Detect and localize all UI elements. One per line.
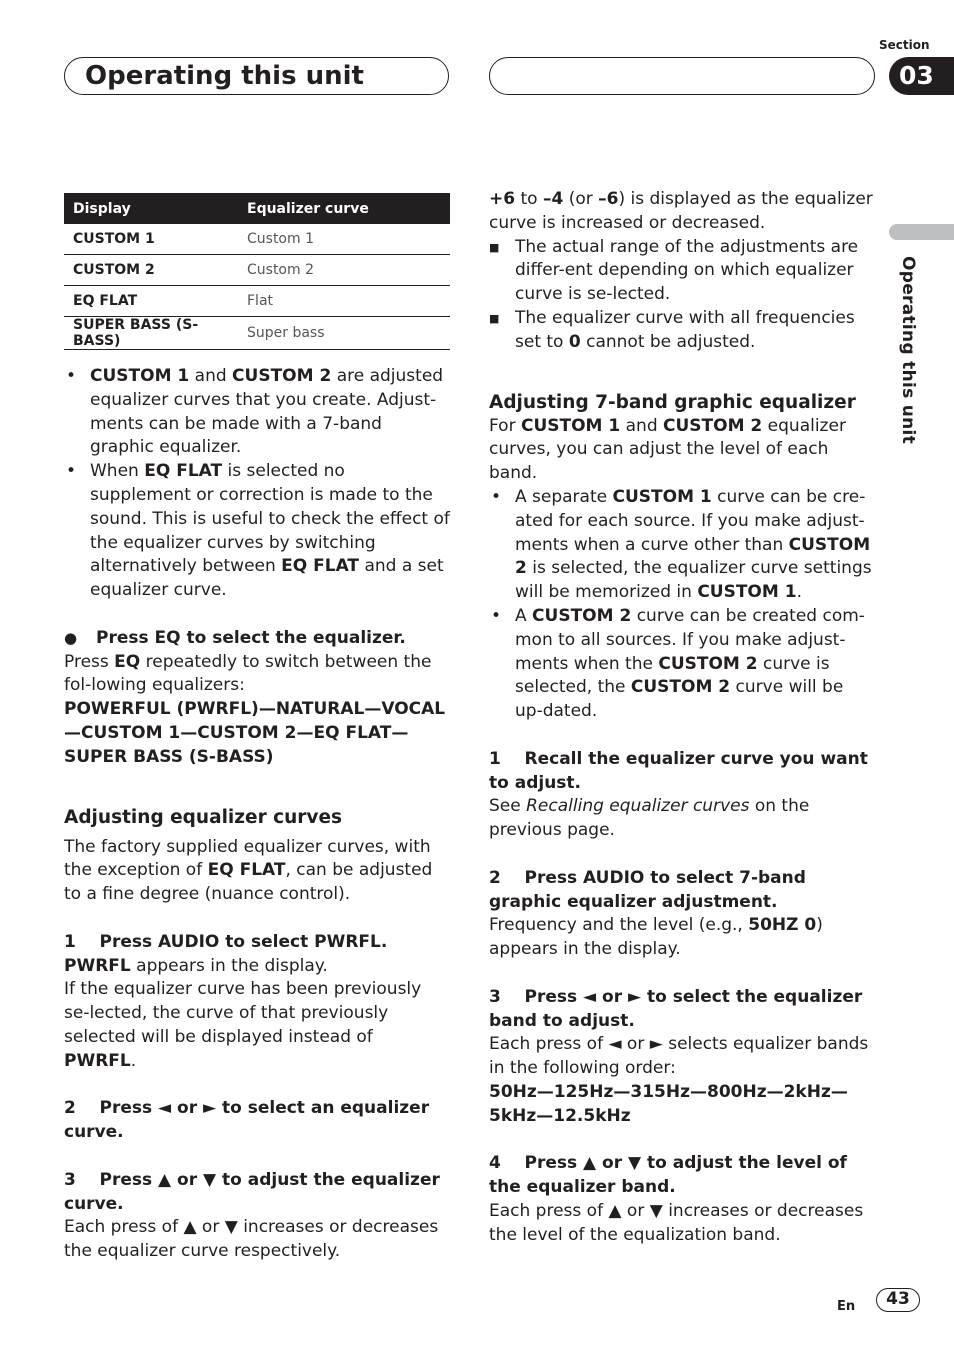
text: , can be adjusted to a fine degree (nuance control). (64, 860, 433, 905)
text: and (189, 366, 233, 386)
text: and a set equalizer curve. (90, 556, 444, 601)
text: See (489, 796, 527, 817)
text-bold: CUSTOM 2 (663, 415, 763, 436)
table-cell: Custom 2 (238, 255, 450, 286)
text: and (620, 415, 664, 436)
text: appears in the display. (130, 955, 328, 976)
text-bold: EQ FLAT (281, 556, 360, 577)
text-bold: CUSTOM 2 (515, 534, 871, 579)
list-item (489, 486, 875, 605)
text: curve is selected, the (515, 653, 830, 698)
text-bold: CUSTOM 1 (697, 582, 797, 603)
text: A separate (515, 486, 613, 507)
text: to (515, 189, 543, 209)
text-bold: CUSTOM 2 (532, 605, 632, 626)
text-bold: CUSTOM 1 (612, 486, 712, 507)
intro-paragraph (489, 415, 875, 486)
text: cannot be adjusted. (580, 331, 756, 352)
step-4-desc: Each press of ▲ or ▼ increases or decreases the level of the equalization band. (489, 1200, 864, 1245)
text: is selected no supplement or correction is made to the sound. This is useful to check the effect of the equalizer curves by switching alternatively between (90, 461, 450, 577)
band-sequence: 50Hz—125Hz—315Hz—800Hz—2kHz—5kHz—12.5kHz (489, 1081, 848, 1126)
text-bold: CUSTOM 1 (90, 366, 190, 386)
text-bold: CUSTOM 2 (630, 677, 731, 698)
step-2-desc (489, 914, 875, 962)
text: (or (563, 189, 599, 209)
step-1: 1 Recall the equalizer curve you want to adjust. (489, 748, 874, 793)
text-italic: Recalling equalizer curves (526, 796, 750, 817)
text: Frequency and the level (e.g., (489, 915, 749, 936)
left-column (64, 365, 450, 1264)
text-bold: PWRFL (64, 955, 131, 976)
text-bold: –4 (542, 189, 564, 209)
step-1-desc-2 (64, 978, 450, 1073)
table-cell: Super bass (238, 317, 450, 350)
text-bold: –6 (598, 189, 619, 209)
table-row (64, 224, 450, 255)
equalizer-table (64, 193, 450, 350)
list-item (64, 460, 450, 603)
table-cell: CUSTOM 1 (64, 224, 238, 255)
step-2: 2 Press ◄ or ► to select an equalizer curve. (64, 1098, 435, 1143)
notes-list (64, 365, 450, 603)
text: is selected, the equalizer curve settings will be memorized in (515, 558, 872, 603)
table-cell: SUPER BASS (S-BASS) (64, 317, 238, 350)
side-label: Operating this unit (898, 256, 918, 445)
text: For (489, 415, 521, 436)
text-bold: PWRFL (64, 1050, 131, 1071)
text-bold: EQ FLAT (144, 461, 223, 482)
step-1-desc (489, 795, 875, 843)
step-1: 1 Press AUDIO to select PWRFL. (64, 931, 388, 952)
text: curve can be cre-ated for each source. If you make adjust-ments when a curve other than (515, 486, 866, 555)
page-title-box (64, 57, 449, 95)
step-3-desc: Each press of ▲ or ▼ increases or decreases the equalizer curve respectively. (64, 1217, 439, 1262)
text-bold: EQ FLAT (207, 860, 286, 881)
header-empty-box (489, 57, 875, 95)
step-1-desc (64, 955, 450, 979)
equalizer-sequence: POWERFUL (PWRFL)—NATURAL—VOCAL—CUSTOM 1—CUSTOM 2—EQ FLAT—SUPER BASS (S-BASS) (64, 699, 446, 767)
table-cell: Custom 1 (238, 224, 450, 255)
text: ) appears in the display. (489, 915, 823, 960)
step-4: 4 Press ▲ or ▼ to adjust the level of the equalizer band. (489, 1153, 853, 1198)
text: ) is displayed as the equalizer curve is increased or decreased. (489, 189, 873, 233)
text: The equalizer curve with all frequencies set to (515, 307, 855, 352)
table-header-row (64, 193, 450, 224)
text-bold: CUSTOM 1 (520, 415, 621, 436)
text: on the previous page. (489, 796, 810, 841)
text: . (796, 582, 802, 603)
note-1: ■ The actual range of the adjustments are differ-ent depending on which equalizer curve is se-lected. (489, 236, 875, 307)
text: When (90, 461, 145, 482)
right-column (489, 188, 875, 1247)
table-cell: CUSTOM 2 (64, 255, 238, 286)
table-header-curve: Equalizer curve (238, 193, 450, 224)
page-title: Operating this unit (85, 61, 364, 91)
text: If the equalizer curve has been previously se-lected, the curve of that previously selected will be displayed instead of (64, 979, 422, 1047)
text: Press (64, 651, 115, 672)
text-bold: 0 (568, 331, 581, 352)
table-row (64, 255, 450, 286)
text: The factory supplied equalizer curves, with the exception of (64, 836, 431, 881)
table-header-display: Display (64, 193, 238, 224)
note-2 (489, 307, 875, 355)
step-3: 3 Press ▲ or ▼ to adjust the equalizer curve. (64, 1169, 446, 1214)
text-bold: EQ (114, 651, 141, 672)
table-row (64, 286, 450, 317)
language-label: En (837, 1299, 856, 1314)
section-heading: Adjusting 7-band graphic equalizer (489, 391, 856, 413)
text-bold: CUSTOM 2 (232, 366, 332, 386)
press-eq-desc (64, 651, 450, 699)
text: curve will be up-dated. (515, 677, 844, 722)
text-bold: CUSTOM 2 (658, 653, 758, 674)
table-cell: EQ FLAT (64, 286, 238, 317)
text-bold: 50HZ 0 (748, 915, 817, 936)
section-number: 03 (889, 57, 954, 95)
section-label: Section (879, 38, 930, 52)
text: A (515, 605, 533, 626)
intro-paragraph (64, 836, 450, 907)
text: repeatedly to switch between the fol-lowing equalizers: (64, 651, 432, 696)
text: . (130, 1050, 137, 1071)
text-bold: +6 (489, 189, 516, 209)
press-eq-step: ● Press EQ to select the equalizer. (64, 627, 450, 651)
range-paragraph (489, 188, 875, 236)
page-number: 43 (876, 1288, 920, 1312)
step-2: 2 Press AUDIO to select 7-band graphic equalizer adjustment. (489, 867, 812, 912)
text: equalizer curves, you can adjust the level of each band. (489, 415, 846, 484)
step-3-desc: Each press of ◄ or ► selects equalizer bands in the following order: (489, 1034, 869, 1079)
text: are adjusted equalizer curves that you create. Adjust-ments can be made with a 7-band graphic equalizer. (90, 366, 444, 458)
step-3: 3 Press ◄ or ► to select the equalizer band to adjust. (489, 986, 869, 1031)
list-item (489, 605, 875, 724)
custom-notes-list (489, 486, 875, 724)
section-heading: Adjusting equalizer curves (64, 806, 343, 828)
list-item (64, 365, 450, 460)
text: curve can be created com-mon to all sources. If you make adjust-ments when the (515, 605, 865, 674)
side-tab-bar (889, 224, 954, 240)
table-row (64, 317, 450, 350)
table-cell: Flat (238, 286, 450, 317)
